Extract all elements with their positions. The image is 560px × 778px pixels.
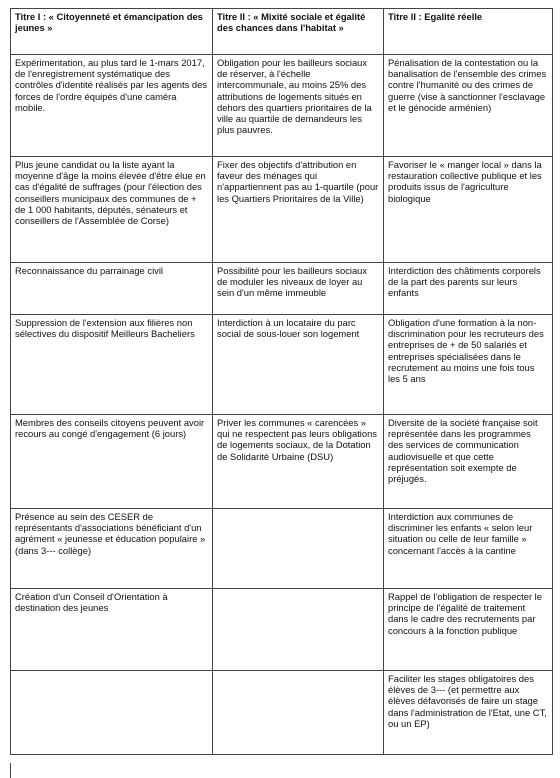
table-cell [213, 671, 384, 755]
table-cell: Possibilité pour les bailleurs sociaux de moduler les niveaux de loyer au sein d'un même immeuble [213, 263, 384, 315]
table-cell: Suppression de l'extension aux filières non sélectives du dispositif Meilleurs Bacheliers [11, 315, 213, 415]
table-row [11, 509, 553, 589]
table-cell [213, 509, 384, 589]
table-cell: Interdiction aux communes de discriminer les enfants « selon leur situation ou celle de leur famille » concernant l'accès à la cantine [384, 509, 553, 589]
table-cell [213, 589, 384, 671]
table-cell: Fixer des objectifs d'attribution en faveur des ménages qui n'appartiennent pas au 1-quartile (pour les Quartiers Prioritaires de la Ville) [213, 157, 384, 263]
table-cell: Présence au sein des CESER de représentants d'associations bénéficiant d'un agrément « jeunesse et éducation populaire » (dans 3--- collège) [11, 509, 213, 589]
table-cell: Pénalisation de la contestation ou la banalisation de l'ensemble des crimes contre l'humanité ou des crimes de guerre (vise à sanctionner l'esclavage et le génocide arménien) [384, 55, 553, 157]
table-row [11, 415, 553, 509]
table-cell: Interdiction à un locataire du parc social de sous-louer son logement [213, 315, 384, 415]
table-cell: Diversité de la société française soit représentée dans les programmes des services de communication audiovisuelle et que cette représentation soit exempte de préjugés. [384, 415, 553, 509]
table-cell: Obligation d'une formation à la non-discrimination pour les recruteurs des entreprises de + de 50 salariés et entreprises spécialisées dans le recrutement au moins une fois tous les 5 ans [384, 315, 553, 415]
table-row [11, 263, 553, 315]
table-cell: Expérimentation, au plus tard le 1-mars 2017, de l'enregistrement systématique des contrôles d'identité réalisés par les agents des forces de l'ordre équipés d'une caméra mobile. [11, 55, 213, 157]
table-cell: Favoriser le « manger local » dans la restauration collective publique et les produits issus de l'agriculture biologique [384, 157, 553, 263]
table-cell: Interdiction des châtiments corporels de la part des parents sur leurs enfants [384, 263, 553, 315]
table-row [11, 157, 553, 263]
table-row [11, 315, 553, 415]
header-title-3: Titre II : Egalité réelle [384, 9, 553, 55]
header-title-2: Titre II : « Mixité sociale et égalité des chances dans l'habitat » [213, 9, 384, 55]
table-cell: Faciliter les stages obligatoires des élèves de 3--- (et permettre aux élèves défavorisés de faire un stage dans l'administration de l'Etat, une CT, ou un EP) [384, 671, 553, 755]
header-row [11, 9, 553, 55]
table-cell [11, 671, 213, 755]
table-cell: Plus jeune candidat ou la liste ayant la moyenne d'âge la moins élevée d'être élue en cas d'égalité de suffrages (pour l'élection des conseillers municipaux des communes de + de 1 000 habitants, députés, sénateurs et conseillers de l'Assemblée de Corse) [11, 157, 213, 263]
table-cell: Rappel de l'obligation de respecter le principe de l'égalité de traitement dans le cadre des recrutements par concours à la fonction publique [384, 589, 553, 671]
page-edge-line [10, 763, 11, 778]
table-row [11, 589, 553, 671]
table-row [11, 55, 553, 157]
header-title-1: Titre I : « Citoyenneté et émancipation des jeunes » [11, 9, 213, 55]
table-cell: Création d'un Conseil d'Orientation à destination des jeunes [11, 589, 213, 671]
table-cell: Priver les communes « carencées » qui ne respectent pas leurs obligations de logements sociaux, de la Dotation de Solidarité Urbaine (DSU) [213, 415, 384, 509]
table-cell: Obligation pour les bailleurs sociaux de réserver, à l'échelle intercommunale, au moins 25% des attributions de logements situés en dehors des quartiers prioritaires de la ville au quartile de demandeurs les plus pauvres. [213, 55, 384, 157]
policy-table [10, 8, 553, 755]
table-cell: Reconnaissance du parrainage civil [11, 263, 213, 315]
table-cell: Membres des conseils citoyens peuvent avoir recours au congé d'engagement (6 jours) [11, 415, 213, 509]
table-row [11, 671, 553, 755]
